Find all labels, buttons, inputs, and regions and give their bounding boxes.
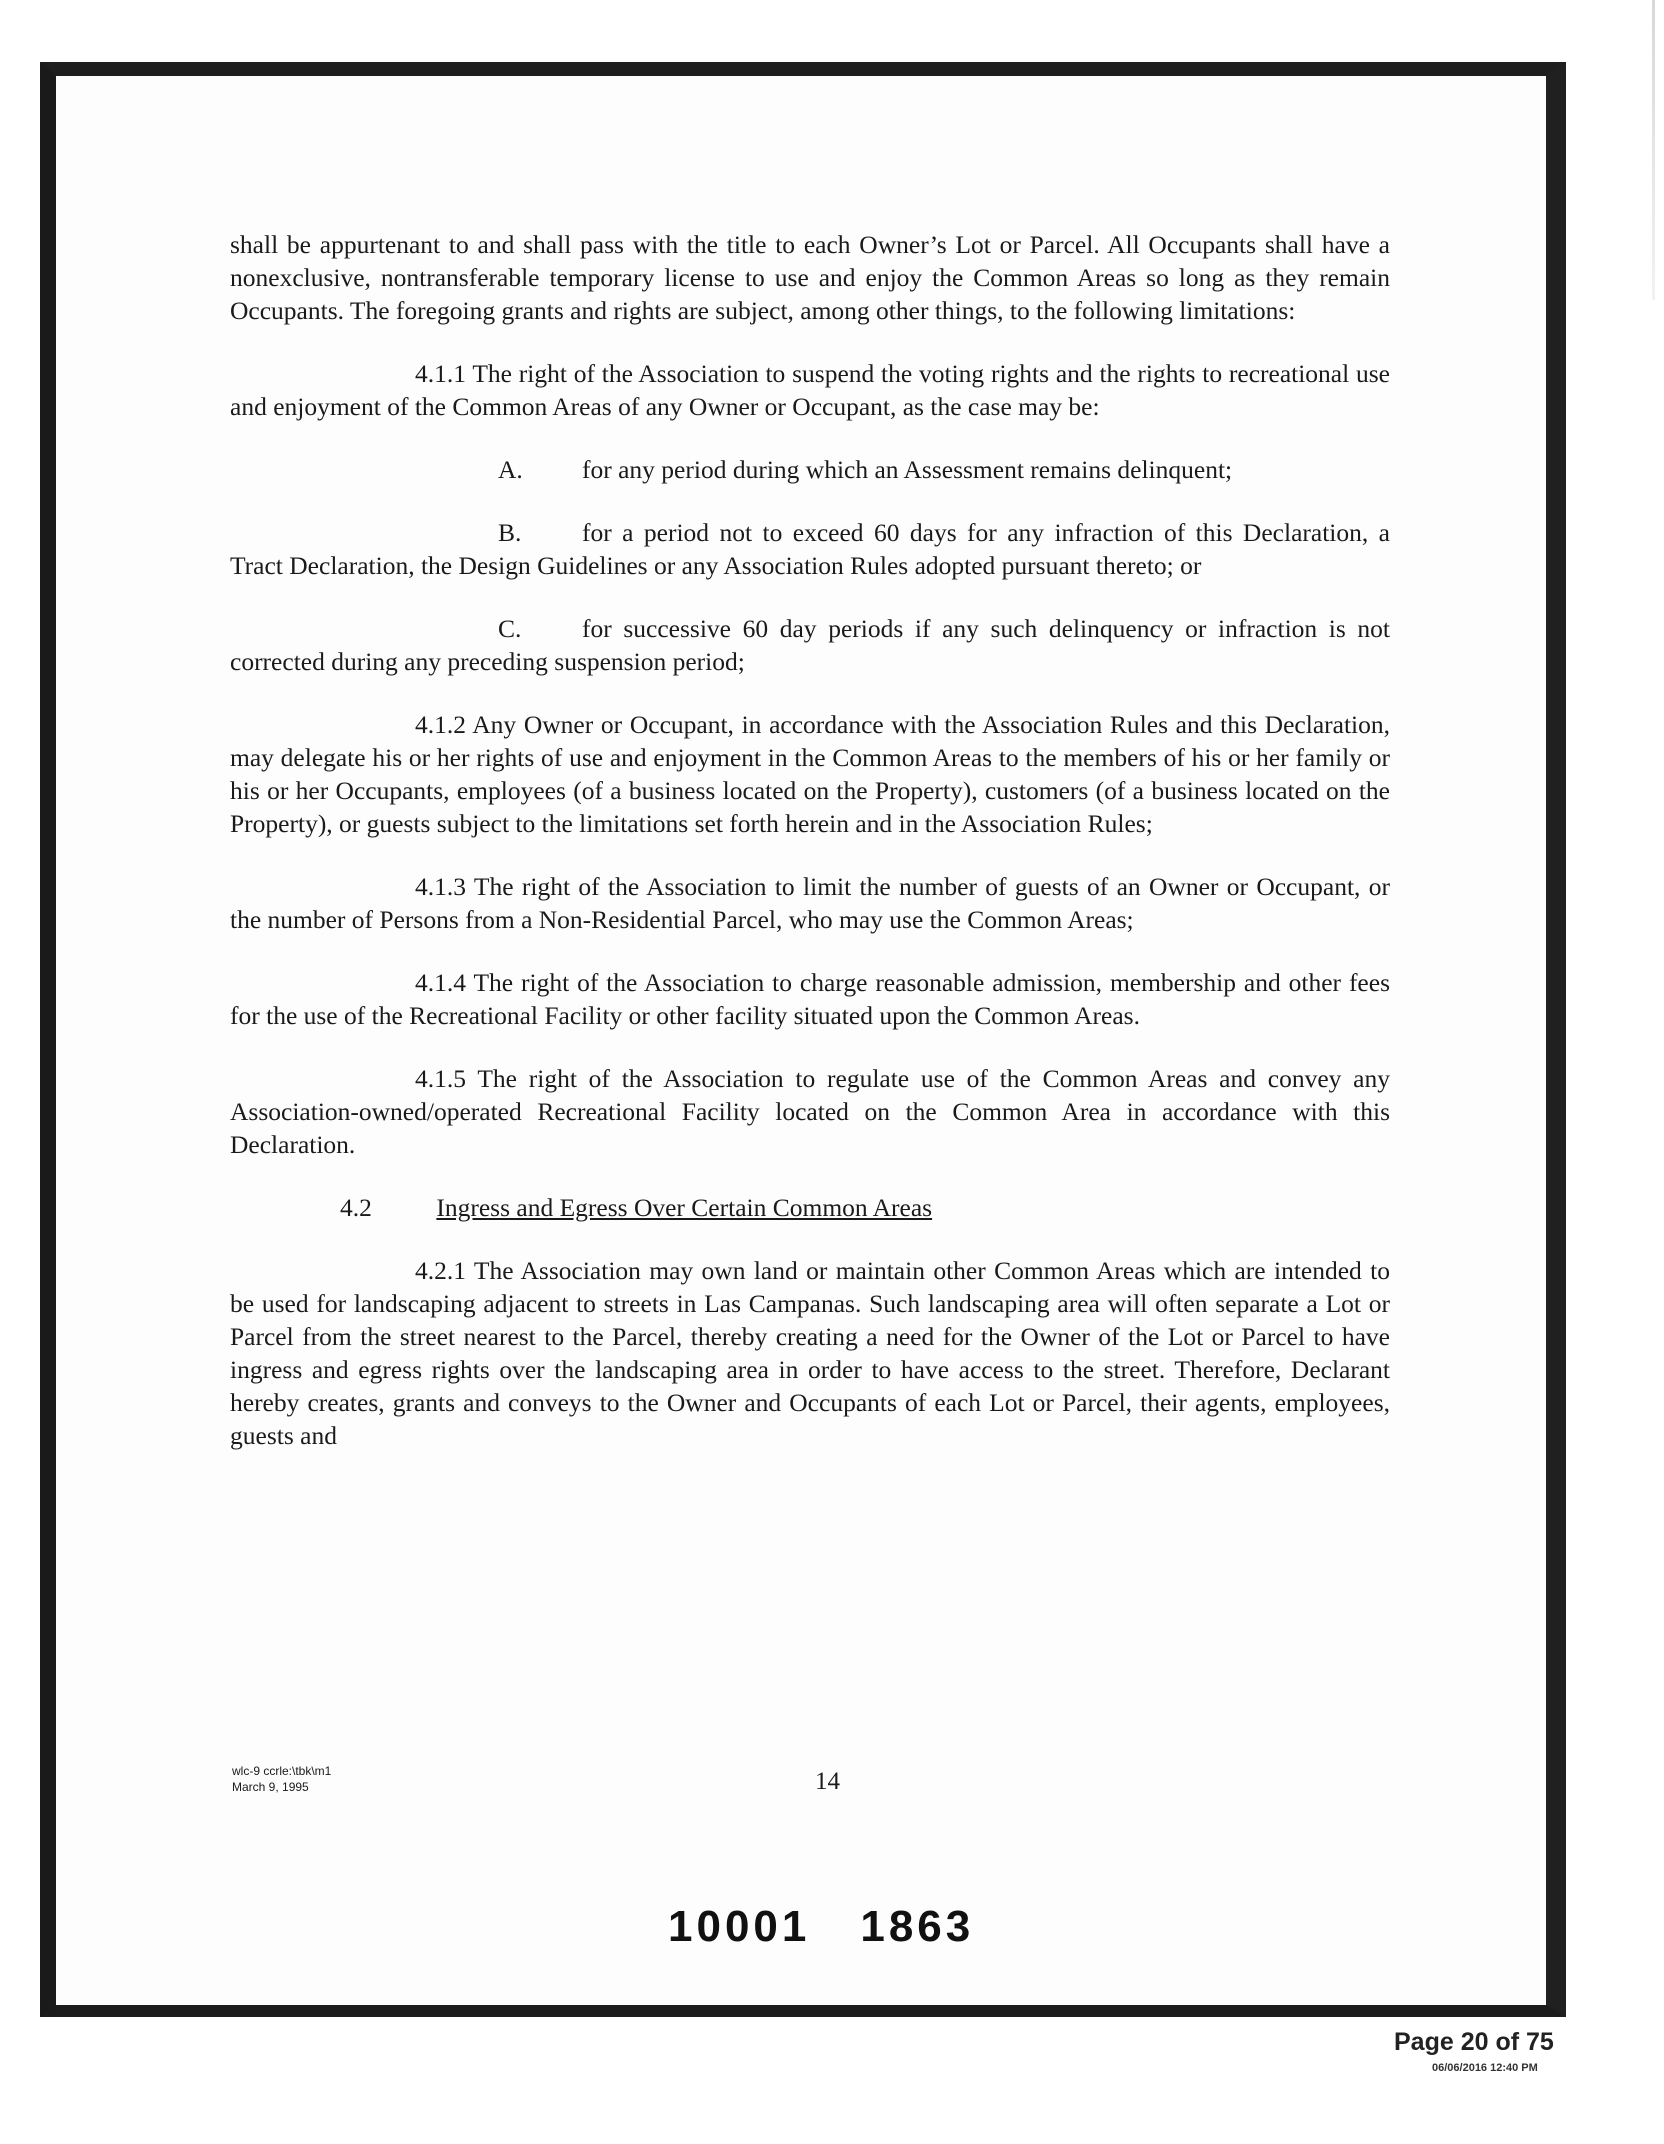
footer-file-code (232, 1763, 331, 1795)
list-text-a: for any period during which an Assessment remains delinquent; (582, 455, 1233, 484)
footer-code-line1: wlc-9 ccrle:\tbk\m1 (232, 1764, 332, 1778)
heading-title: Ingress and Egress Over Certain Common Areas (436, 1193, 933, 1222)
page-number: 14 (815, 1768, 840, 1795)
document-body (230, 228, 1390, 1482)
list-item-a (230, 453, 1390, 486)
list-text-c: for successive 60 day periods if any such delinquency or infraction is not corrected during any preceding suspension period; (230, 614, 1390, 676)
section-heading-4-2 (230, 1191, 1390, 1224)
stamp-book: 10001 (668, 1902, 811, 1951)
list-text-b: for a period not to exceed 60 days for any infraction of this Declaration, a Tract Declaration, the Design Guidelines or any Association Rules adopted pursuant thereto; or (230, 518, 1390, 580)
section-4-1-4: 4.1.4 The right of the Association to charge reasonable admission, membership and other fees for the use of the Recreational Facility or other facility situated upon the Common Areas. (230, 968, 1390, 1030)
list-letter-a: A. (498, 455, 523, 484)
recording-stamp (668, 1902, 974, 1952)
list-letter-c: C. (498, 614, 522, 643)
section-4-1-3: 4.1.3 The right of the Association to limit the number of guests of an Owner or Occupant, or the number of Persons from a Non-Residential Parcel, who may use the Common Areas; (230, 872, 1390, 934)
list-item-c (230, 612, 1390, 678)
list-letter-b: B. (498, 518, 522, 547)
stamp-page: 1863 (860, 1902, 975, 1951)
list-item-b (230, 516, 1390, 582)
section-4-1-1: 4.1.1 The right of the Association to suspend the voting rights and the rights to recreational use and enjoyment of the Common Areas of any Owner or Occupant, as the case may be: (230, 359, 1390, 421)
section-4-1-2: 4.1.2 Any Owner or Occupant, in accordance with the Association Rules and this Declaration, may delegate his or her rights of use and enjoyment in the Common Areas to the members of his or her family or his or her Occupants, employees (of a business located on the Property), customers (of a business located on the Property), or guests subject to the limitations set forth herein and in the Association Rules; (230, 710, 1390, 838)
footer-code-line2: March 9, 1995 (232, 1780, 309, 1794)
print-timestamp: 06/06/2016 12:40 PM (1432, 2062, 1538, 2074)
scan-edge-mark (1652, 0, 1655, 300)
section-4-1-5: 4.1.5 The right of the Association to regulate use of the Common Areas and convey any Association-owned/operated Recreational Facility located on the Common Area in accordance with this Declaration. (230, 1064, 1390, 1159)
section-4-2-1: 4.2.1 The Association may own land or maintain other Common Areas which are intended to be used for landscaping adjacent to streets in Las Campanas. Such landscaping area will often separate a Lot or Parcel from the street nearest to the Parcel, thereby creating a need for the Owner of the Lot or Parcel to have ingress and egress rights over the landscaping area in order to have access to the street. Therefore, Declarant hereby creates, grants and conveys to the Owner and Occupants of each Lot or Parcel, their agents, employees, guests and (230, 1256, 1390, 1450)
intro-paragraph: shall be appurtenant to and shall pass with the title to each Owner’s Lot or Parcel. All Occupants shall have a nonexclusive, nontransferable temporary license to use and enjoy the Common Areas so long as they remain Occupants. The foregoing grants and rights are subject, among other things, to the following limitations: (230, 230, 1390, 325)
heading-number: 4.2 (340, 1193, 372, 1222)
page-count-label: Page 20 of 75 (1394, 2028, 1554, 2056)
